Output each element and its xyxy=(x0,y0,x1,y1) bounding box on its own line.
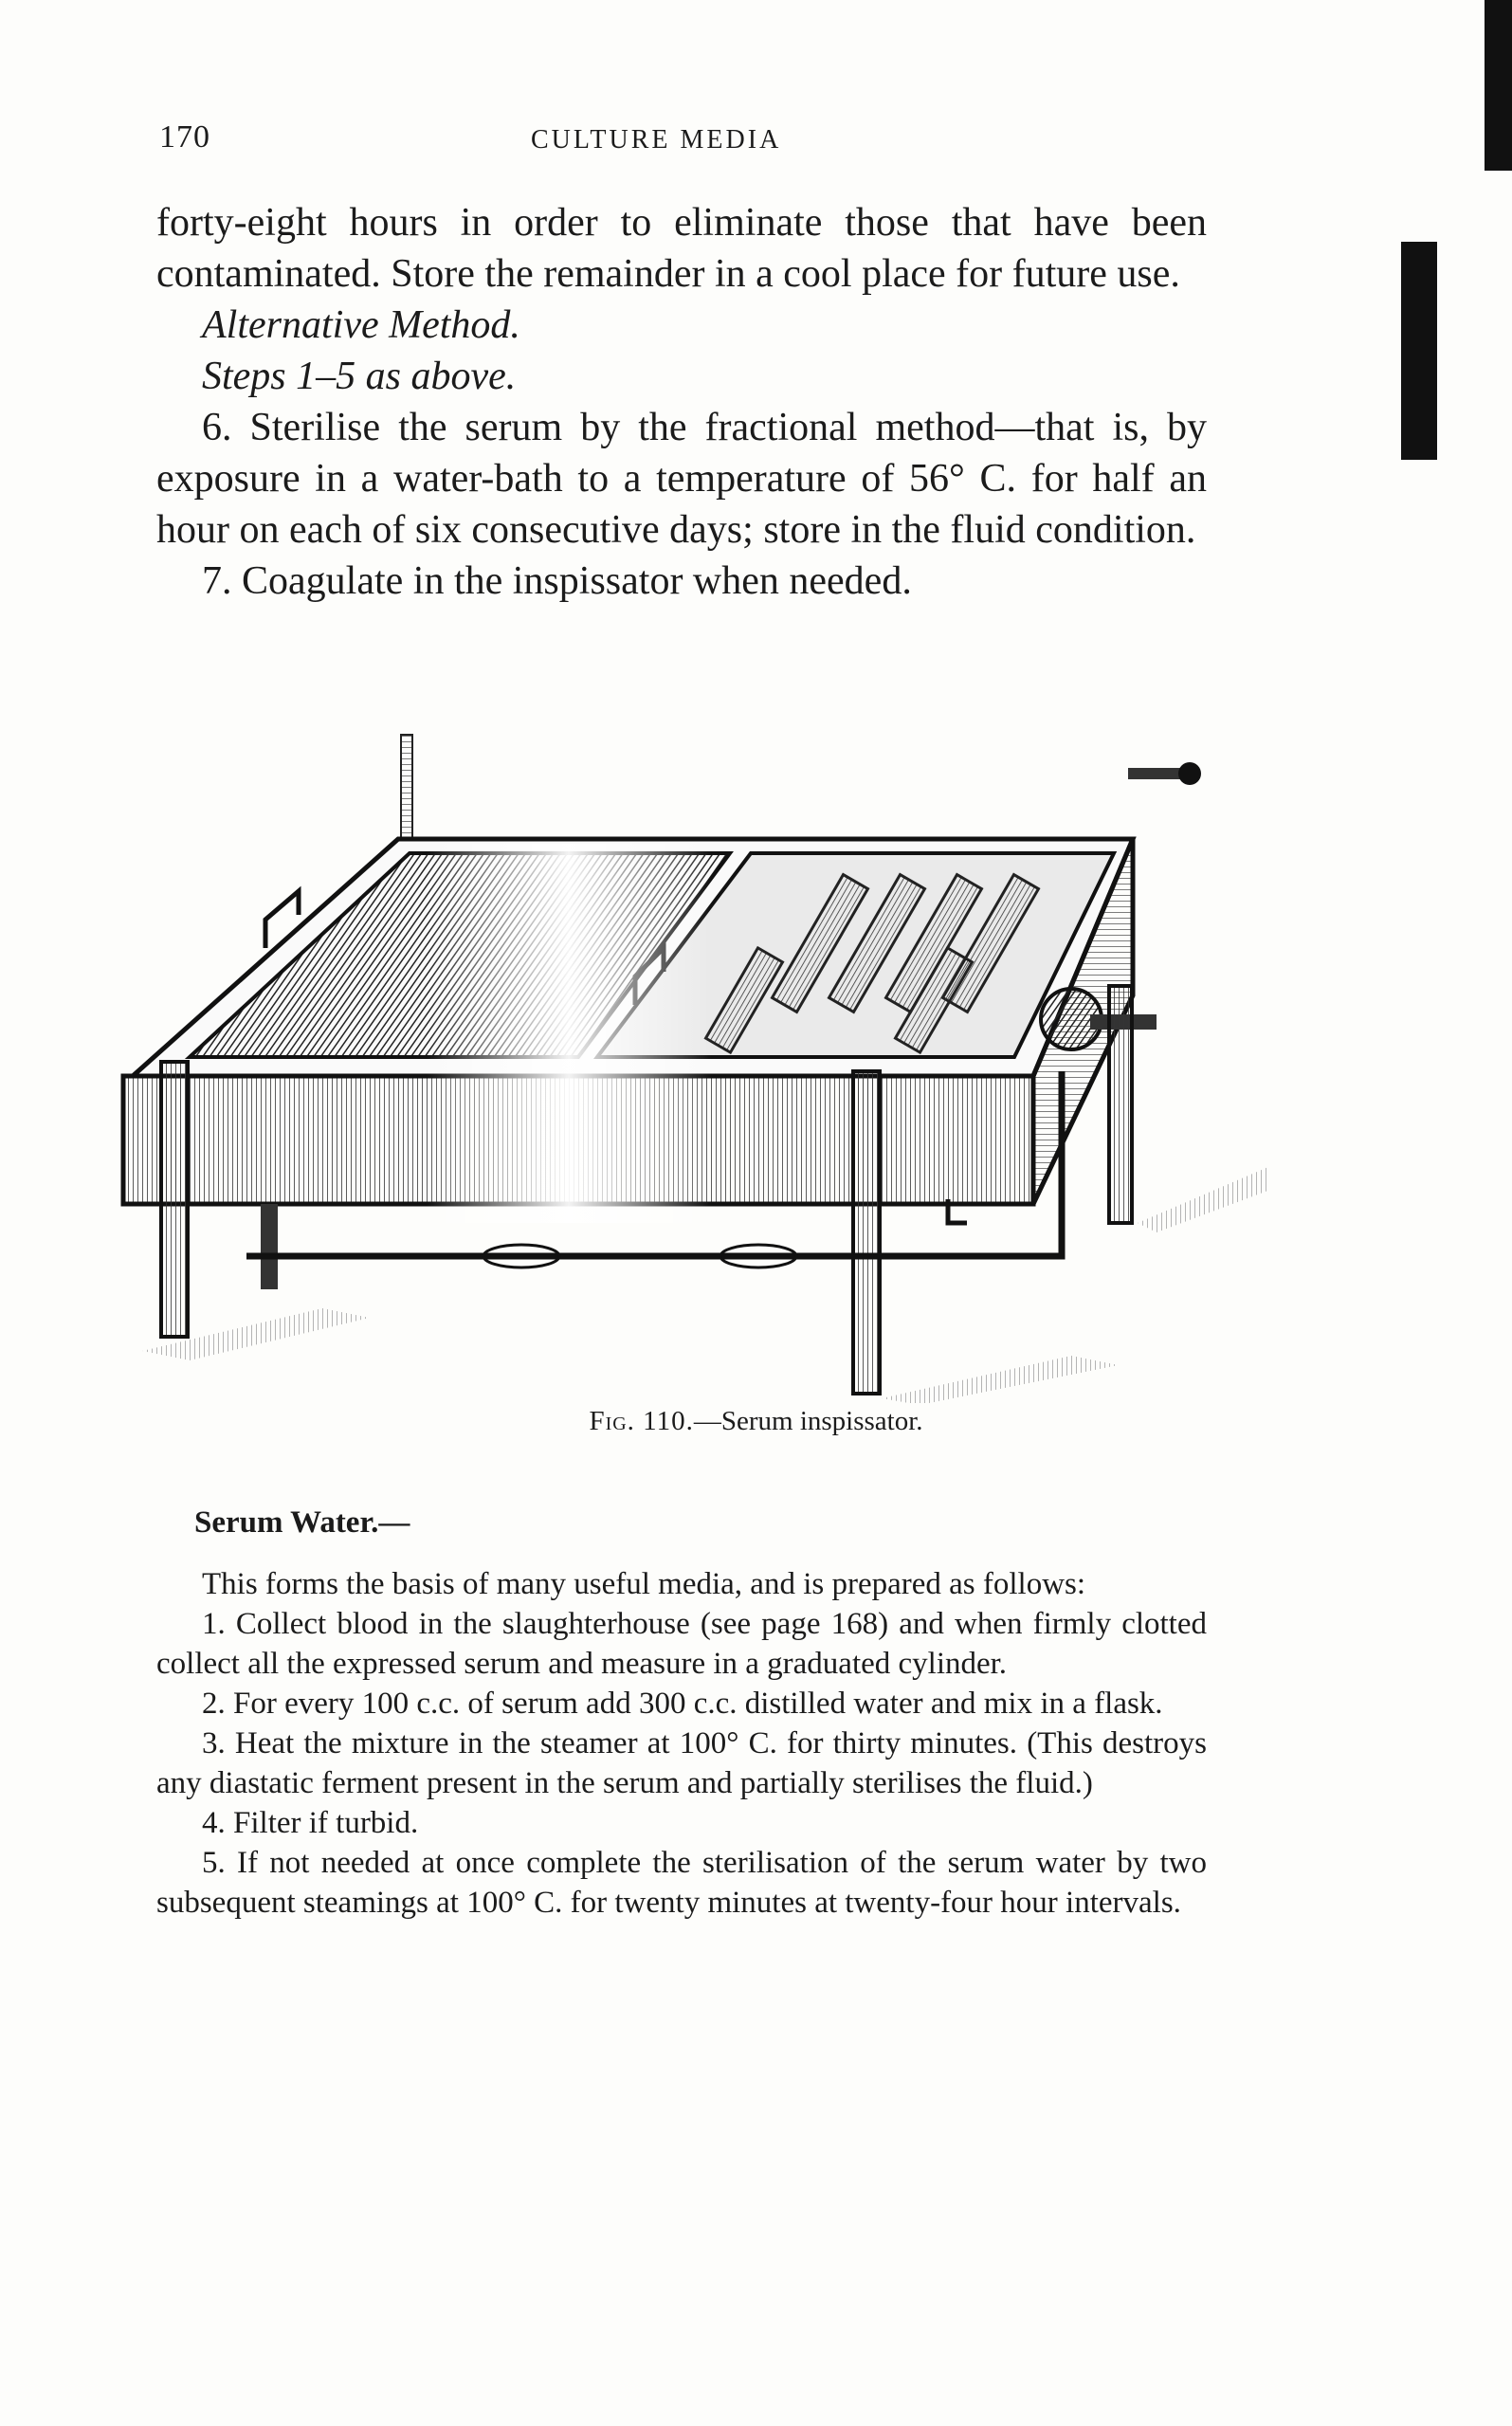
leg-front-left xyxy=(161,1062,188,1337)
serum-water-step: 2. For every 100 c.c. of serum add 300 c.c. distilled water and mix in a flask. xyxy=(202,1687,1163,1721)
serum-water-step: 5. If not needed at once complete the sterilisation of the serum water by two subsequent steamings at 100° C. for twenty minutes at twenty-four hour intervals. xyxy=(156,1846,1207,1920)
figure-label: Fig. 110. xyxy=(589,1406,694,1436)
serum-water-step: 4. Filter if turbid. xyxy=(202,1806,419,1840)
figure-caption-text: —Serum inspissator. xyxy=(693,1406,923,1436)
scan-edge-mark xyxy=(1485,0,1512,171)
side-handle xyxy=(1128,768,1185,779)
serum-water-heading: Serum Water.— xyxy=(194,1505,410,1540)
serum-water-step: 1. Collect blood in the slaughterhouse (see page 168) and when firmly clotted collect all the expressed serum and measure in a graduated cylinder. xyxy=(156,1607,1207,1681)
scan-edge-mark xyxy=(1401,242,1437,460)
running-head: CULTURE MEDIA xyxy=(531,125,782,155)
serum-water-body xyxy=(156,1564,1207,1923)
paragraph-continuation: forty-eight hours in order to eliminate those that have been contaminated. Store the remainder in a cool place for future use. xyxy=(156,201,1207,296)
step-7: 7. Coagulate in the inspissator when needed. xyxy=(202,559,912,603)
serum-inspissator-illustration xyxy=(104,730,1270,1403)
body-text-upper xyxy=(156,197,1207,607)
page-number: 170 xyxy=(159,119,210,155)
alternative-method-heading: Alternative Method. xyxy=(202,303,520,347)
steps-reference: Steps 1–5 as above. xyxy=(202,355,517,398)
thermometer xyxy=(401,735,412,848)
leg-back-left xyxy=(261,1204,278,1289)
step-6: 6. Sterilise the serum by the fractional method—that is, by exposure in a water-bath to a temperature of 56° C. for half an hour on each of six consecutive days; store in the fluid condition. xyxy=(156,406,1207,552)
leg-back-right xyxy=(1109,986,1132,1223)
figure-caption xyxy=(0,1406,1512,1437)
serum-water-intro: This forms the basis of many useful media, and is prepared as follows: xyxy=(202,1567,1086,1601)
serum-water-step: 3. Heat the mixture in the steamer at 100° C. for thirty minutes. (This destroys any diastatic ferment present in the serum and partially sterilises the fluid.) xyxy=(156,1726,1207,1800)
leg-front-right xyxy=(853,1071,880,1394)
